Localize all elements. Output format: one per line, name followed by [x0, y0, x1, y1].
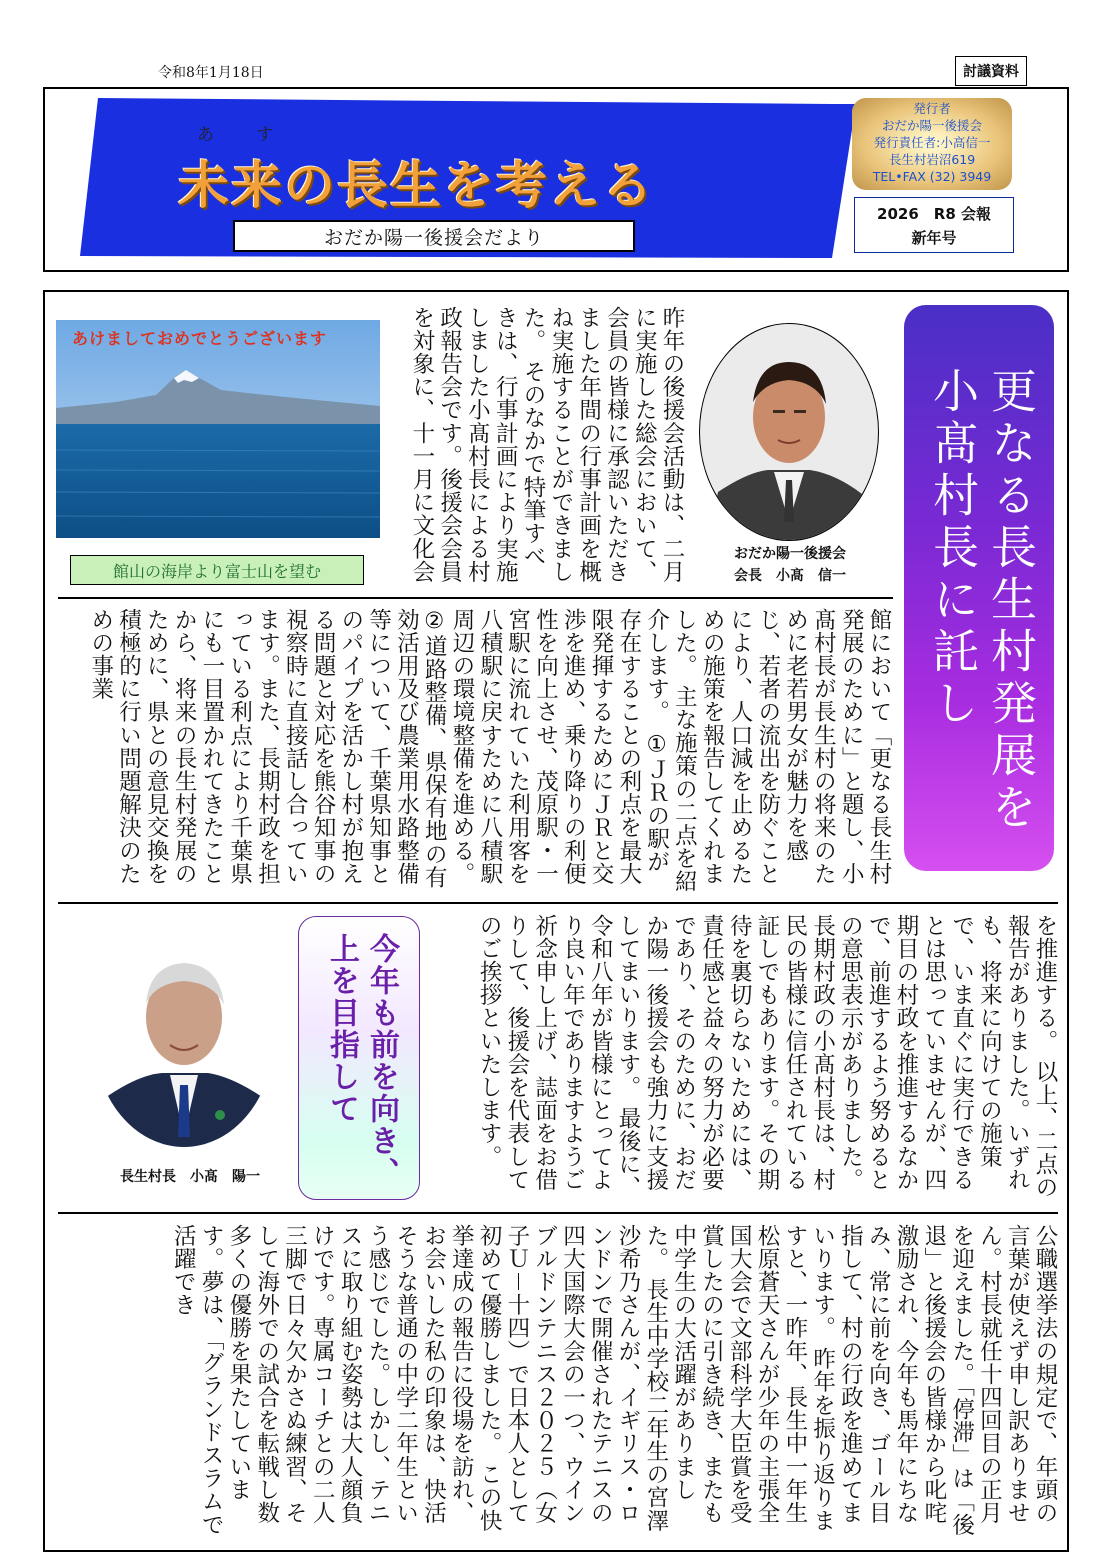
issue-line: 新年号	[911, 229, 957, 247]
publisher-box	[852, 98, 1012, 190]
divider-2	[58, 902, 1058, 904]
mayor-portrait	[92, 925, 277, 1150]
newsletter-title: 未来の長生を考える	[178, 157, 656, 216]
article-lower: を推進する。 以上、二点の報告がありました。いずれも、将来に向けての施策で、いま直ぐに実行できるとは思っていませんが、四期目の村政を推進するなかで、前進するよう努めるとの意思表示がありました。 長期村政の小髙村長は、村民の皆様に信任されている証しでもあります。その期待を裏切らないためには、責任感と益々の努力が必要であり、そのために、おだか陽一後援会も強力に支援してまいります。 最後に、令和八年が皆様にとってより良い年でありますようご祈念申し上げ、誌面をお借りして、後援会を代表してのご挨拶といたします。	[476, 914, 1058, 1199]
furigana-a: あ	[197, 125, 216, 145]
main-headline: 更なる長生村発展を 小髙村長に託し	[926, 367, 1038, 835]
president-caption	[700, 543, 880, 587]
main-headline-panel	[904, 305, 1054, 871]
president-portrait	[698, 322, 880, 542]
sub-headline-panel	[298, 916, 420, 1200]
issue-date: 令和8年1月18日	[158, 65, 264, 81]
sea-fuji-photo	[56, 320, 380, 538]
publisher-line: 長生村岩沼619	[888, 152, 976, 167]
president-caption-line: おだか陽一後援会	[734, 546, 846, 562]
doc-tag: 討議資料	[955, 56, 1027, 86]
issue-box	[854, 197, 1014, 253]
publisher-line: おだか陽一後援会	[881, 118, 982, 133]
greeting-overlay: あけましておめでとうございます	[72, 329, 328, 348]
publisher-line: 発行者	[913, 101, 951, 116]
mayor-caption: 長生村長 小髙 陽一	[120, 1169, 260, 1185]
newsletter-subtitle: おだか陽一後援会だより	[233, 220, 635, 252]
article-middle: 館において「更なる長生村発展のために」と題し、小髙村長が長生村の将来のために老若男女が魅力を感じ、若者の流出を防ぐことにより、人口減を止めるための施策を報告してくれました。 主な施策の二点を紹介します。 ①ＪＲの駅が存在することの利点を最大限発揮するためにＪＲと交渉を進め、乗り降りの利便性を向上させ、茂原駅・一宮駅に流れていた利用客を八積駅に戻すために八積駅周辺の環境整備を進める。 ②道路整備、県保有地の有効活用及び農業用水路整備等について、千葉県知事とのパイプを活かし村が抱える問題と対応を熊谷知事の視察時に直接話し合っています。また、長期村政を担っている利点により千葉県にも一目置かれてきたことから、将来の長生村発展のために、県との意見交換を積極的に行い問題解決のための事業	[87, 608, 892, 893]
publisher-line: TEL•FAX (32) 3949	[872, 169, 992, 184]
sea-photo-caption: 館山の海岸より富士山を望む	[70, 555, 364, 585]
article-bottom: 公職選挙法の規定で、年頭の言葉が使えず申し訳ありません。村長就任十四回目の正月を迎えました。「停滞」は「後退」と後援会の皆様から叱咤激励され、今年も馬年にちなみ、常に前を向き、ゴール目指して、村の行政を進めてまいります。 昨年を振り返りますと、一昨年、長生中一年生松原蒼天さんが少年の主張全国大会で文部科学大臣賞を受賞したのに引き続き、またも中学生の大活躍がありました。 長生中学校二年生の宮澤沙希乃さんが、イギリス・ロンドンで開催されたテニスの四大国際大会の一つ、ウインブルドンテニス２０２５（女子Ｕ－十四）で日本人として初めて優勝しました。 この快挙達成の報告に役場を訪れ、お会いした私の印象は、快活そうな普通の中学二年生という感じでした。しかし、テニスに取り組む姿勢は大人顔負けです。専属コーチとの二人三脚で日々欠かさぬ練習、そして海外での試合を転戦し数多くの優勝を果たしています。夢は、「グランドスラムで活躍でき	[170, 1224, 1058, 1537]
sub-headline: 今年も前を向き、上を目指して	[324, 933, 399, 1189]
publisher-line: 発行責任者:小高信一	[873, 135, 991, 150]
divider-3	[58, 1212, 1058, 1214]
divider-1	[58, 597, 893, 599]
issue-line: 2026 R8 会報	[877, 205, 991, 223]
president-caption-line: 会長 小髙 信一	[734, 568, 846, 584]
furigana-su: す	[256, 125, 275, 145]
article-top: 昨年の後援会活動は、二月に実施した総会において、会員の皆様に承認いただきました年間の行事計画を概ね実施することができました。 そのなかで特筆すべきは、行事計画により実施しました小髙村長による村政報告会です。後援会会員を対象に、十一月に文化会	[408, 306, 685, 584]
